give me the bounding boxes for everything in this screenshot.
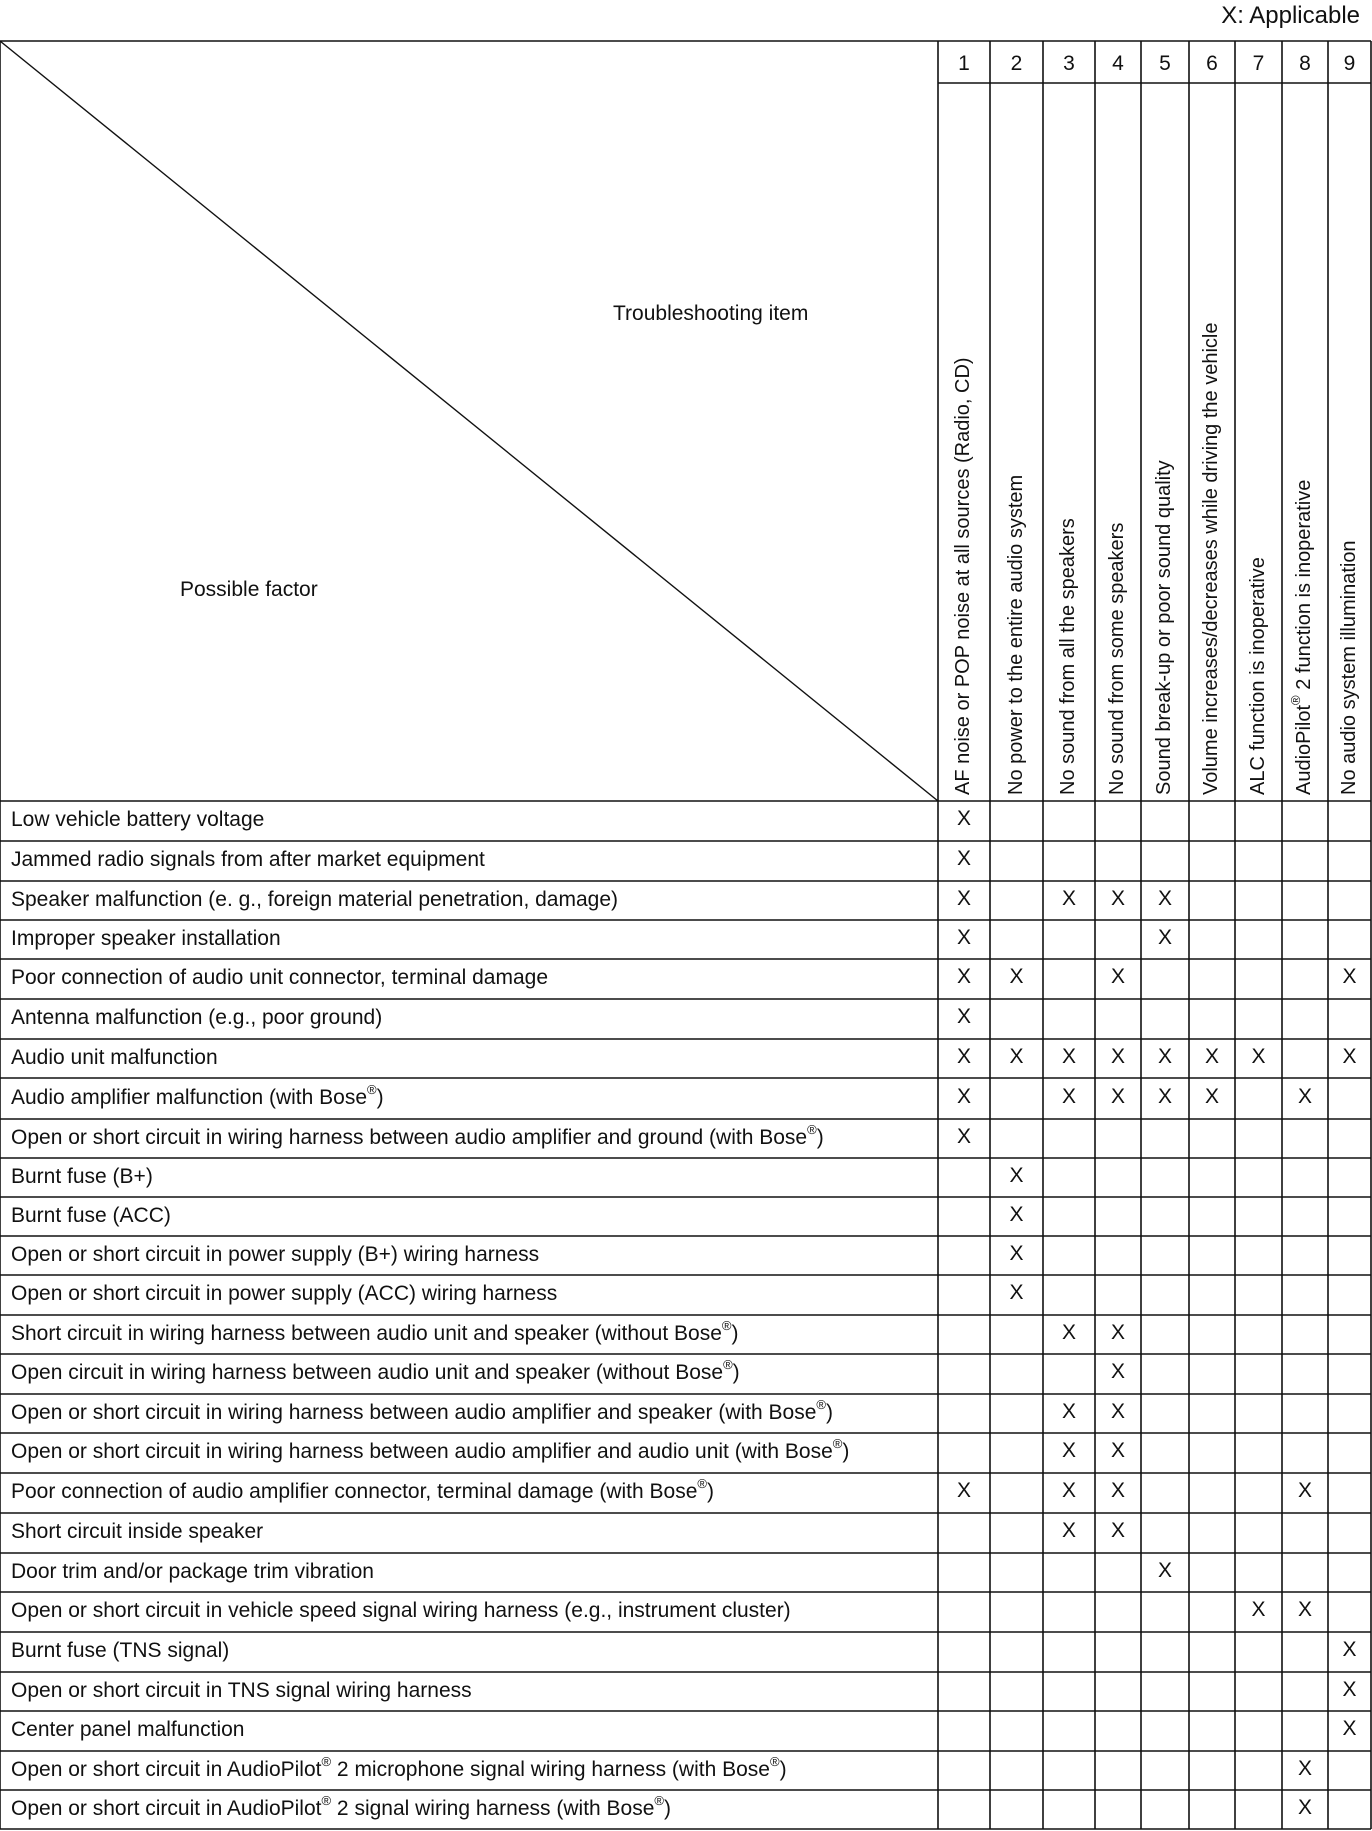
applicable-mark: X — [1110, 1360, 1125, 1383]
column-number: 3 — [1063, 52, 1075, 75]
applicable-mark: X — [1342, 1677, 1357, 1701]
applicable-mark: X — [1251, 1598, 1266, 1621]
factor-label: Improper speaker installation — [11, 926, 281, 950]
column-label: AF noise or POP noise at all sources (Radio, CD) — [952, 357, 974, 795]
applicable-mark: X — [956, 1044, 971, 1068]
column-number: 1 — [958, 52, 970, 75]
applicable-mark: X — [1157, 1558, 1172, 1582]
factor-label: Burnt fuse (TNS signal) — [11, 1639, 230, 1662]
applicable-mark: X — [1061, 1439, 1076, 1462]
applicable-mark: X — [1110, 1519, 1125, 1542]
factor-label: Open or short circuit in TNS signal wiring harness — [11, 1678, 472, 1702]
factor-label: Open or short circuit in wiring harness between audio amplifier and audio unit (with Bose®) — [11, 1436, 850, 1463]
applicable-mark: X — [1342, 965, 1357, 988]
factor-label: Burnt fuse (B+) — [11, 1164, 153, 1188]
factor-label: Door trim and/or package trim vibration — [11, 1559, 374, 1583]
factor-label: Low vehicle battery voltage — [11, 808, 265, 831]
column-number: 4 — [1112, 52, 1124, 75]
applicable-mark: X — [1157, 886, 1172, 910]
applicable-mark: X — [1110, 886, 1125, 910]
applicable-mark: X — [1061, 1519, 1076, 1542]
applicable-mark: X — [1157, 1084, 1172, 1108]
factor-label: Open or short circuit in vehicle speed signal wiring harness (e.g., instrument cluster) — [11, 1599, 791, 1622]
factor-label: Open or short circuit in AudioPilot® 2 signal wiring harness (with Bose®) — [11, 1792, 672, 1820]
applicable-mark: X — [1110, 1439, 1125, 1462]
applicable-mark: X — [1110, 965, 1125, 988]
factor-label: Open or short circuit in power supply (B+) wiring harness — [11, 1242, 540, 1266]
factor-label: Short circuit inside speaker — [11, 1520, 264, 1543]
applicable-mark: X — [1009, 1044, 1024, 1068]
applicable-mark: X — [1297, 1756, 1312, 1780]
column-label: No power to the entire audio system — [1004, 474, 1027, 795]
factor-label: Short circuit in wiring harness between audio unit and speaker (without Bose®) — [11, 1317, 739, 1345]
column-label: No sound from some speakers — [1106, 522, 1128, 795]
applicable-mark: X — [1110, 1044, 1125, 1068]
applicable-mark: X — [956, 807, 971, 830]
column-number: 2 — [1010, 52, 1023, 75]
applicable-mark: X — [1204, 1044, 1219, 1068]
applicable-mark: X — [956, 1005, 971, 1028]
applicable-mark: X — [1061, 1320, 1076, 1344]
applicable-mark: X — [1297, 1598, 1312, 1621]
applicable-mark: X — [1061, 1399, 1076, 1423]
applicable-mark: X — [956, 886, 971, 910]
factor-label: Open or short circuit in wiring harness between audio amplifier and ground (with Bose®) — [11, 1121, 824, 1149]
column-label: Sound break-up or poor sound quality — [1153, 460, 1175, 795]
grid-line — [0, 41, 938, 801]
column-number: 6 — [1206, 52, 1218, 75]
factor-label: Poor connection of audio amplifier connector, terminal damage (with Bose®) — [11, 1476, 714, 1503]
column-number: 8 — [1299, 52, 1311, 75]
applicable-mark: X — [1110, 1320, 1125, 1344]
factor-label: Open or short circuit in wiring harness between audio amplifier and speaker (with Bose®) — [11, 1396, 833, 1424]
applicable-mark: X — [1110, 1084, 1125, 1108]
applicable-mark: X — [956, 1084, 971, 1108]
applicable-mark: X — [1110, 1399, 1125, 1423]
applicable-mark: X — [1009, 1241, 1024, 1265]
applicable-mark: X — [956, 925, 971, 949]
factor-label: Antenna malfunction (e.g., poor ground) — [11, 1006, 383, 1029]
applicable-mark: X — [1061, 1479, 1076, 1502]
applicable-mark: X — [956, 847, 971, 870]
column-number: 7 — [1252, 52, 1265, 75]
column-number: 9 — [1343, 52, 1356, 75]
applicable-mark: X — [1342, 1044, 1357, 1068]
applicable-mark: X — [1061, 1084, 1076, 1108]
factor-label: Audio amplifier malfunction (with Bose®) — [11, 1081, 384, 1109]
applicable-mark: X — [1061, 1044, 1076, 1068]
applicable-mark: X — [1110, 1479, 1125, 1502]
factor-label: Poor connection of audio unit connector, terminal damage — [11, 966, 549, 989]
factor-label: Speaker malfunction (e. g., foreign material penetration, damage) — [11, 887, 619, 911]
applicable-mark: X — [1297, 1084, 1312, 1108]
factor-label: Burnt fuse (ACC) — [11, 1203, 171, 1227]
applicable-mark: X — [1251, 1044, 1266, 1068]
column-number: 5 — [1159, 52, 1171, 75]
applicable-mark: X — [1009, 965, 1024, 988]
factor-label: Jammed radio signals from after market equipment — [11, 848, 485, 871]
applicable-mark: X — [1009, 1202, 1024, 1226]
applicable-mark: X — [1061, 886, 1076, 910]
factor-label: Center panel malfunction — [11, 1718, 245, 1741]
column-label: ALC function is inoperative — [1246, 557, 1269, 795]
column-label: Volume increases/decreases while driving the vehicle — [1200, 322, 1222, 795]
troubleshooting-item-heading: Troubleshooting item — [613, 302, 809, 325]
factor-label: Open or short circuit in AudioPilot® 2 microphone signal wiring harness (with Bose®) — [11, 1753, 787, 1781]
applicable-mark: X — [1009, 1281, 1024, 1304]
possible-factor-heading: Possible factor — [180, 578, 318, 601]
factor-label: Open circuit in wiring harness between audio unit and speaker (without Bose®) — [11, 1357, 740, 1384]
column-label: No sound from all the speakers — [1057, 518, 1079, 795]
column-label: AudioPilot® 2 function is inoperative — [1288, 479, 1315, 795]
applicable-mark: X — [956, 1124, 971, 1148]
applicable-mark: X — [1297, 1479, 1312, 1502]
factor-label: Audio unit malfunction — [11, 1045, 218, 1069]
column-label: No audio system illumination — [1337, 540, 1360, 795]
legend: X: Applicable — [1221, 2, 1360, 29]
applicable-mark: X — [1297, 1795, 1312, 1819]
applicable-mark: X — [1204, 1084, 1219, 1108]
applicable-mark: X — [1342, 1638, 1357, 1661]
applicable-mark: X — [1157, 1044, 1172, 1068]
applicable-mark: X — [956, 965, 971, 988]
applicable-mark: X — [1009, 1163, 1024, 1187]
applicable-mark: X — [1342, 1717, 1357, 1740]
applicable-mark: X — [1157, 925, 1172, 949]
applicable-mark: X — [956, 1479, 971, 1502]
factor-label: Open or short circuit in power supply (ACC) wiring harness — [11, 1282, 558, 1305]
